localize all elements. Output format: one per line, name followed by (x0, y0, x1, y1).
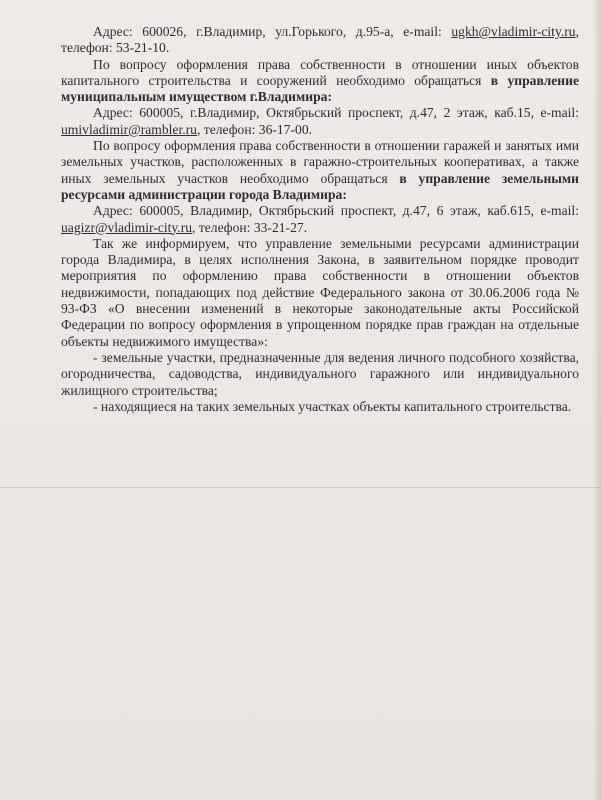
page-edge-shadow (593, 0, 601, 800)
phone-text: , телефон: 33-21-27. (192, 219, 308, 235)
paragraph-information: Так же информируем, что управление земельными ресурсами администрации города Владимира, в целях исполнения Закона, в заявительном порядке проводит мероприятия по оформлению права собственности в отношении объектов недвижимости, попадающих под действие Федерального закона от 30.06.2006 года № 93-ФЗ «О внесении изменений в некоторые законодательные акты Российской Федерации по вопросу оформления в упрощенном порядке прав граждан на отдельные объекты недвижимого имущества»: (61, 235, 579, 349)
department-name-property: в управление муниципальным имуществом г.Владимира: (61, 72, 579, 105)
paragraph-text: По вопросу оформления права собственности в отношении иных объектов капитального строительства и сооружений необходимо обращаться (61, 56, 579, 88)
address-text: Адрес: 600005, Владимир, Октябрьский проспект, д.47, 6 этаж, каб.615, e-mail: (93, 203, 579, 219)
list-item-capital-objects: - находящиеся на таких земельных участках объекты капитального строительства. (93, 398, 572, 414)
email-link-umi[interactable]: umivladimir@rambler.ru (61, 121, 197, 137)
paragraph-land-address (61, 203, 579, 236)
email-link-uagizr[interactable]: uagizr@vladimir-city.ru (61, 219, 193, 235)
list-item-land-plots: - земельные участки, предназначенные для ведения личного подсобного хозяйства, огородничества, садоводства, индивидуального гаражного или индивидуального жилищного строительства; (61, 349, 579, 398)
department-name-land: в управление земельными ресурсами администрации города Владимира: (61, 170, 579, 202)
paper-fold-line (0, 487, 601, 488)
email-link-ugkh[interactable]: ugkh@vladimir-city.ru (451, 24, 576, 39)
address-text: Адрес: 600005, г.Владимир, Октябрьский проспект, д.47, 2 этаж, каб.15, e-mail: (93, 105, 579, 121)
paragraph-text: По вопросу оформления права собственности в отношении гаражей и занятых ими земельных участков, расположенных в гаражно-строительных кооперативах, а также иных земельных участков необходимо обращаться (61, 138, 579, 186)
document-body (61, 24, 579, 415)
phone-text: , телефон: 53-21-10. (61, 24, 579, 56)
address-text: Адрес: 600026, г.Владимир, ул.Горького, д.95-а, e-mail: (93, 24, 452, 39)
paragraph-housing-address (61, 24, 579, 57)
phone-text: , телефон: 36-17-00. (196, 121, 313, 137)
paragraph-property-address (61, 105, 579, 138)
paragraph-land-resources (61, 138, 579, 203)
paragraph-property-management (61, 57, 579, 106)
